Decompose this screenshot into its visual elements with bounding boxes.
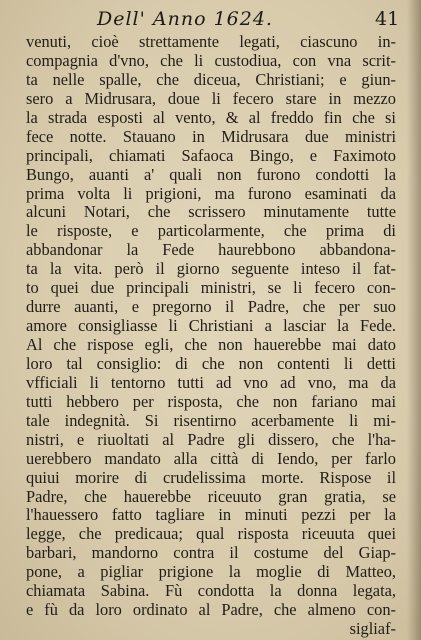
text-line: ta nelle spalle, che diceua, Christiani; e giun- <box>26 70 396 89</box>
text-line: pone, a pigliar prigione la moglie di Matteo, <box>26 563 396 582</box>
text-line: nistri, e riuoltati al Padre gli dissero, che l'ha- <box>26 430 396 449</box>
text-line: vfficiali li tentorno tutti ad vno ad vno, ma da <box>26 373 396 392</box>
text-line: chiamata Sabina. Fù condotta la donna legata, <box>26 582 396 601</box>
text-line: prima volta li prigioni, ma furono esaminati da <box>26 184 396 203</box>
text-line: principali, chiamati Safaoca Bingo, e Faximoto <box>26 146 396 165</box>
text-line: uerebbero mandato alla città di Iendo, per farlo <box>26 449 396 468</box>
running-head-title: Dell' Anno 1624. <box>97 8 273 30</box>
text-line: barbari, mandorno contra il costume del Giap- <box>26 544 396 563</box>
text-line: Bungo, auanti a' quali non furono condotti la <box>26 165 396 184</box>
text-line: Al che rispose egli, che non hauerebbe mai dato <box>26 336 396 354</box>
text-line: amore consigliasse li Christiani a lasciar la Fede. <box>26 317 396 336</box>
text-line: quiui morire di crudelissima morte. Rispose il <box>26 468 396 487</box>
text-line: sero a Midrusara, doue li fecero stare in mezzo <box>26 89 396 108</box>
text-line: to quei due principali ministri, se li fecero con- <box>26 279 396 298</box>
text-line: abbandonar la Fede haurebbono abbandona- <box>26 241 396 260</box>
text-line: Padre, che hauerebbe riceuuto gran gratia, se <box>26 487 396 506</box>
text-line: fece notte. Stauano in Midrusara due ministri <box>26 127 396 146</box>
text-line: alcuni Notari, che scrissero minutamente tutte <box>26 203 396 222</box>
text-line: le risposte, e particolarmente, che prima di <box>26 222 396 241</box>
text-line: e fù da loro ordinato al Padre, che almeno con- <box>26 601 396 620</box>
text-line: ta la vita. però il giorno seguente inteso il fat- <box>26 260 396 279</box>
text-line: tutti hebbero per risposta, che non fariano mai <box>26 392 396 411</box>
text-line: la strada esposti al vento, & al freddo fin che si <box>26 108 396 127</box>
body-text <box>26 33 396 639</box>
text-line: sigliaf- <box>349 620 396 639</box>
page-number: 41 <box>375 8 400 30</box>
text-line: loro tal consiglio: di che non contenti li detti <box>26 354 396 373</box>
text-line: l'hauessero fatto tagliare in minuti pezzi per la <box>26 506 396 525</box>
running-head <box>0 6 421 32</box>
text-line: durre auanti, e pregorno il Padre, che per suo <box>26 298 396 317</box>
text-line: legge, che predicaua; qual risposta riceuuta quei <box>26 525 396 544</box>
text-line: tale indegnità. Si risentirno acerbamente li mi- <box>26 411 396 430</box>
text-line: venuti, cioè strettamente legati, ciascuno in- <box>26 33 396 51</box>
text-line: compagnia d'vno, che li custodiua, con vna scrit- <box>26 51 396 70</box>
page-edge-shadow <box>407 0 421 640</box>
